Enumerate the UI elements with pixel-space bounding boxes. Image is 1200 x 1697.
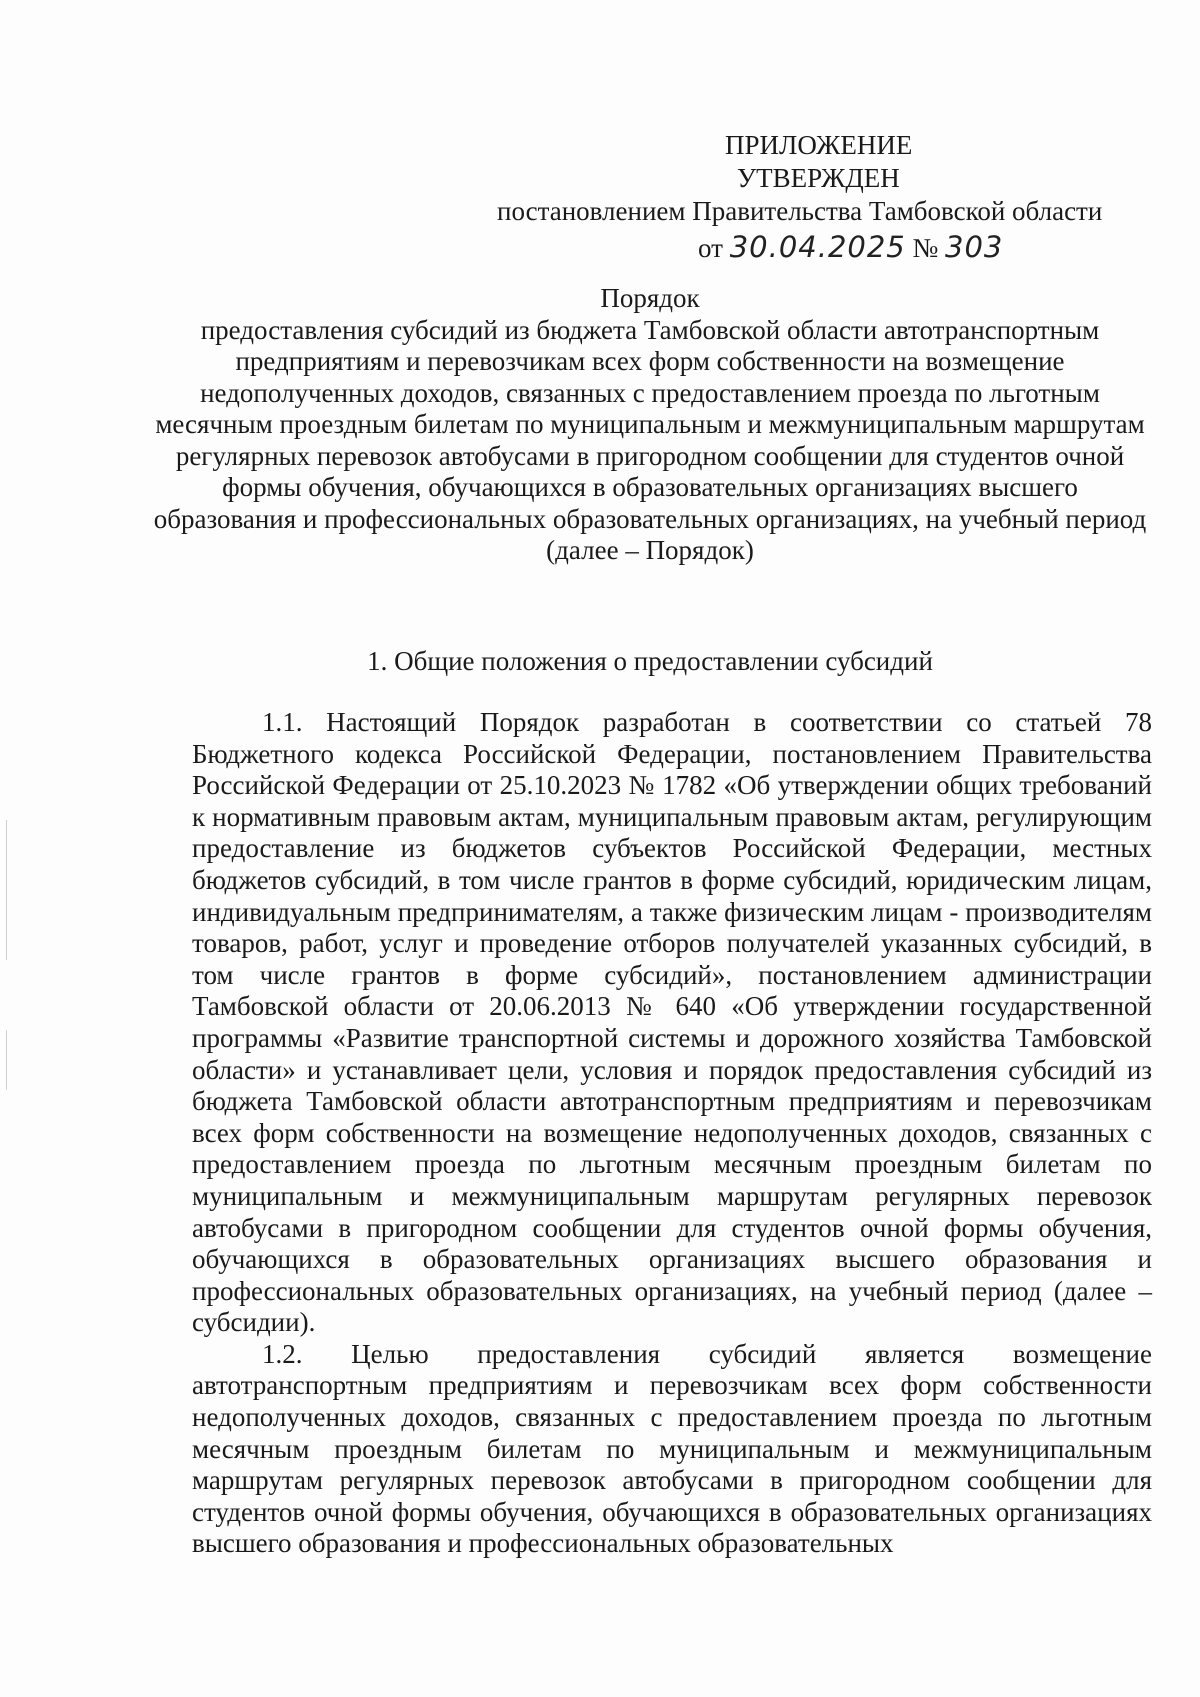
document-body <box>192 707 1152 1560</box>
handwritten-number: 303 <box>945 230 1004 264</box>
document-title <box>150 283 1150 567</box>
scan-edge-line <box>6 1030 7 1090</box>
section-heading: 1. Общие положения о предоставлении субсидий <box>367 646 933 676</box>
handwritten-date: 30.04.2025 <box>729 230 906 264</box>
appendix-label: ПРИЛОЖЕНИЕ <box>725 130 913 160</box>
paragraph-1-2: 1.2. Целью предоставления субсидий является возмещение автотранспортным предприятиям и перевозчикам всех форм собственности недополученных доходов, связанных с предоставлением проезда по льготным месячным проездным билетам по муниципальным и межмуниципальным маршрутам регулярных перевозок автобусами в пригородном сообщении для студентов очной формы обучения, обучающихся в образовательных организациях высшего образования и профессиональных образовательных <box>192 1338 1152 1559</box>
number-sign: № <box>912 233 939 263</box>
title-suffix: (далее – Порядок) <box>546 535 754 565</box>
approved-label: УТВЕРЖДЕН <box>737 163 900 193</box>
title-heading: Порядок <box>600 283 700 313</box>
title-body: предоставления субсидий из бюджета Тамбовской области автотранспортным предприятиям и перевозчикам всех форм собственности на возмещение недополученных доходов, связанных с предоставлением проезда по льготным месячным проездным билетам по муниципальным и межмуниципальным маршрутам регулярных перевозок автобусами в пригородном сообщении для студентов очной формы обучения, обучающихся в образовательных организациях высшего образования и профессиональных образовательных организациях, на учебный период <box>153 314 1147 534</box>
date-number-line <box>698 230 1003 265</box>
scan-edge-line <box>6 820 7 960</box>
resolution-line: постановлением Правительства Тамбовской области <box>497 196 1103 226</box>
date-prefix: от <box>698 233 723 263</box>
paragraph-1-1: 1.1. Настоящий Порядок разработан в соответствии со статьей 78 Бюджетного кодекса Российской Федерации, постановлением Правительства Российской Федерации от 25.10.2023 № 1782 «Об утверждении общих требований к нормативным правовым актам, муниципальным правовым актам, регулирующим предоставление из бюджетов субъектов Российской Федерации, местных бюджетов субсидий, в том числе грантов в форме субсидий, юридическим лицам, индивидуальным предпринимателям, а также физическим лицам - производителям товаров, работ, услуг и проведение отборов получателей указанных субсидий, в том числе грантов в форме субсидий», постановлением администрации Тамбовской области от 20.06.2013 № 640 «Об утверждении государственной программы «Развитие транспортной системы и дорожного хозяйства Тамбовской области» и устанавливает цели, условия и порядок предоставления субсидий из бюджета Тамбовской области автотранспортным предприятиям и перевозчикам всех форм собственности на возмещение недополученных доходов, связанных с предоставлением проезда по льготным месячным проездным билетам по муниципальным и межмуниципальным маршрутам регулярных перевозок автобусами в пригородном сообщении для студентов очной формы обучения, обучающихся в образовательных организациях высшего образования и профессиональных образовательных организациях, на учебный период (далее – субсидии). <box>192 707 1152 1338</box>
